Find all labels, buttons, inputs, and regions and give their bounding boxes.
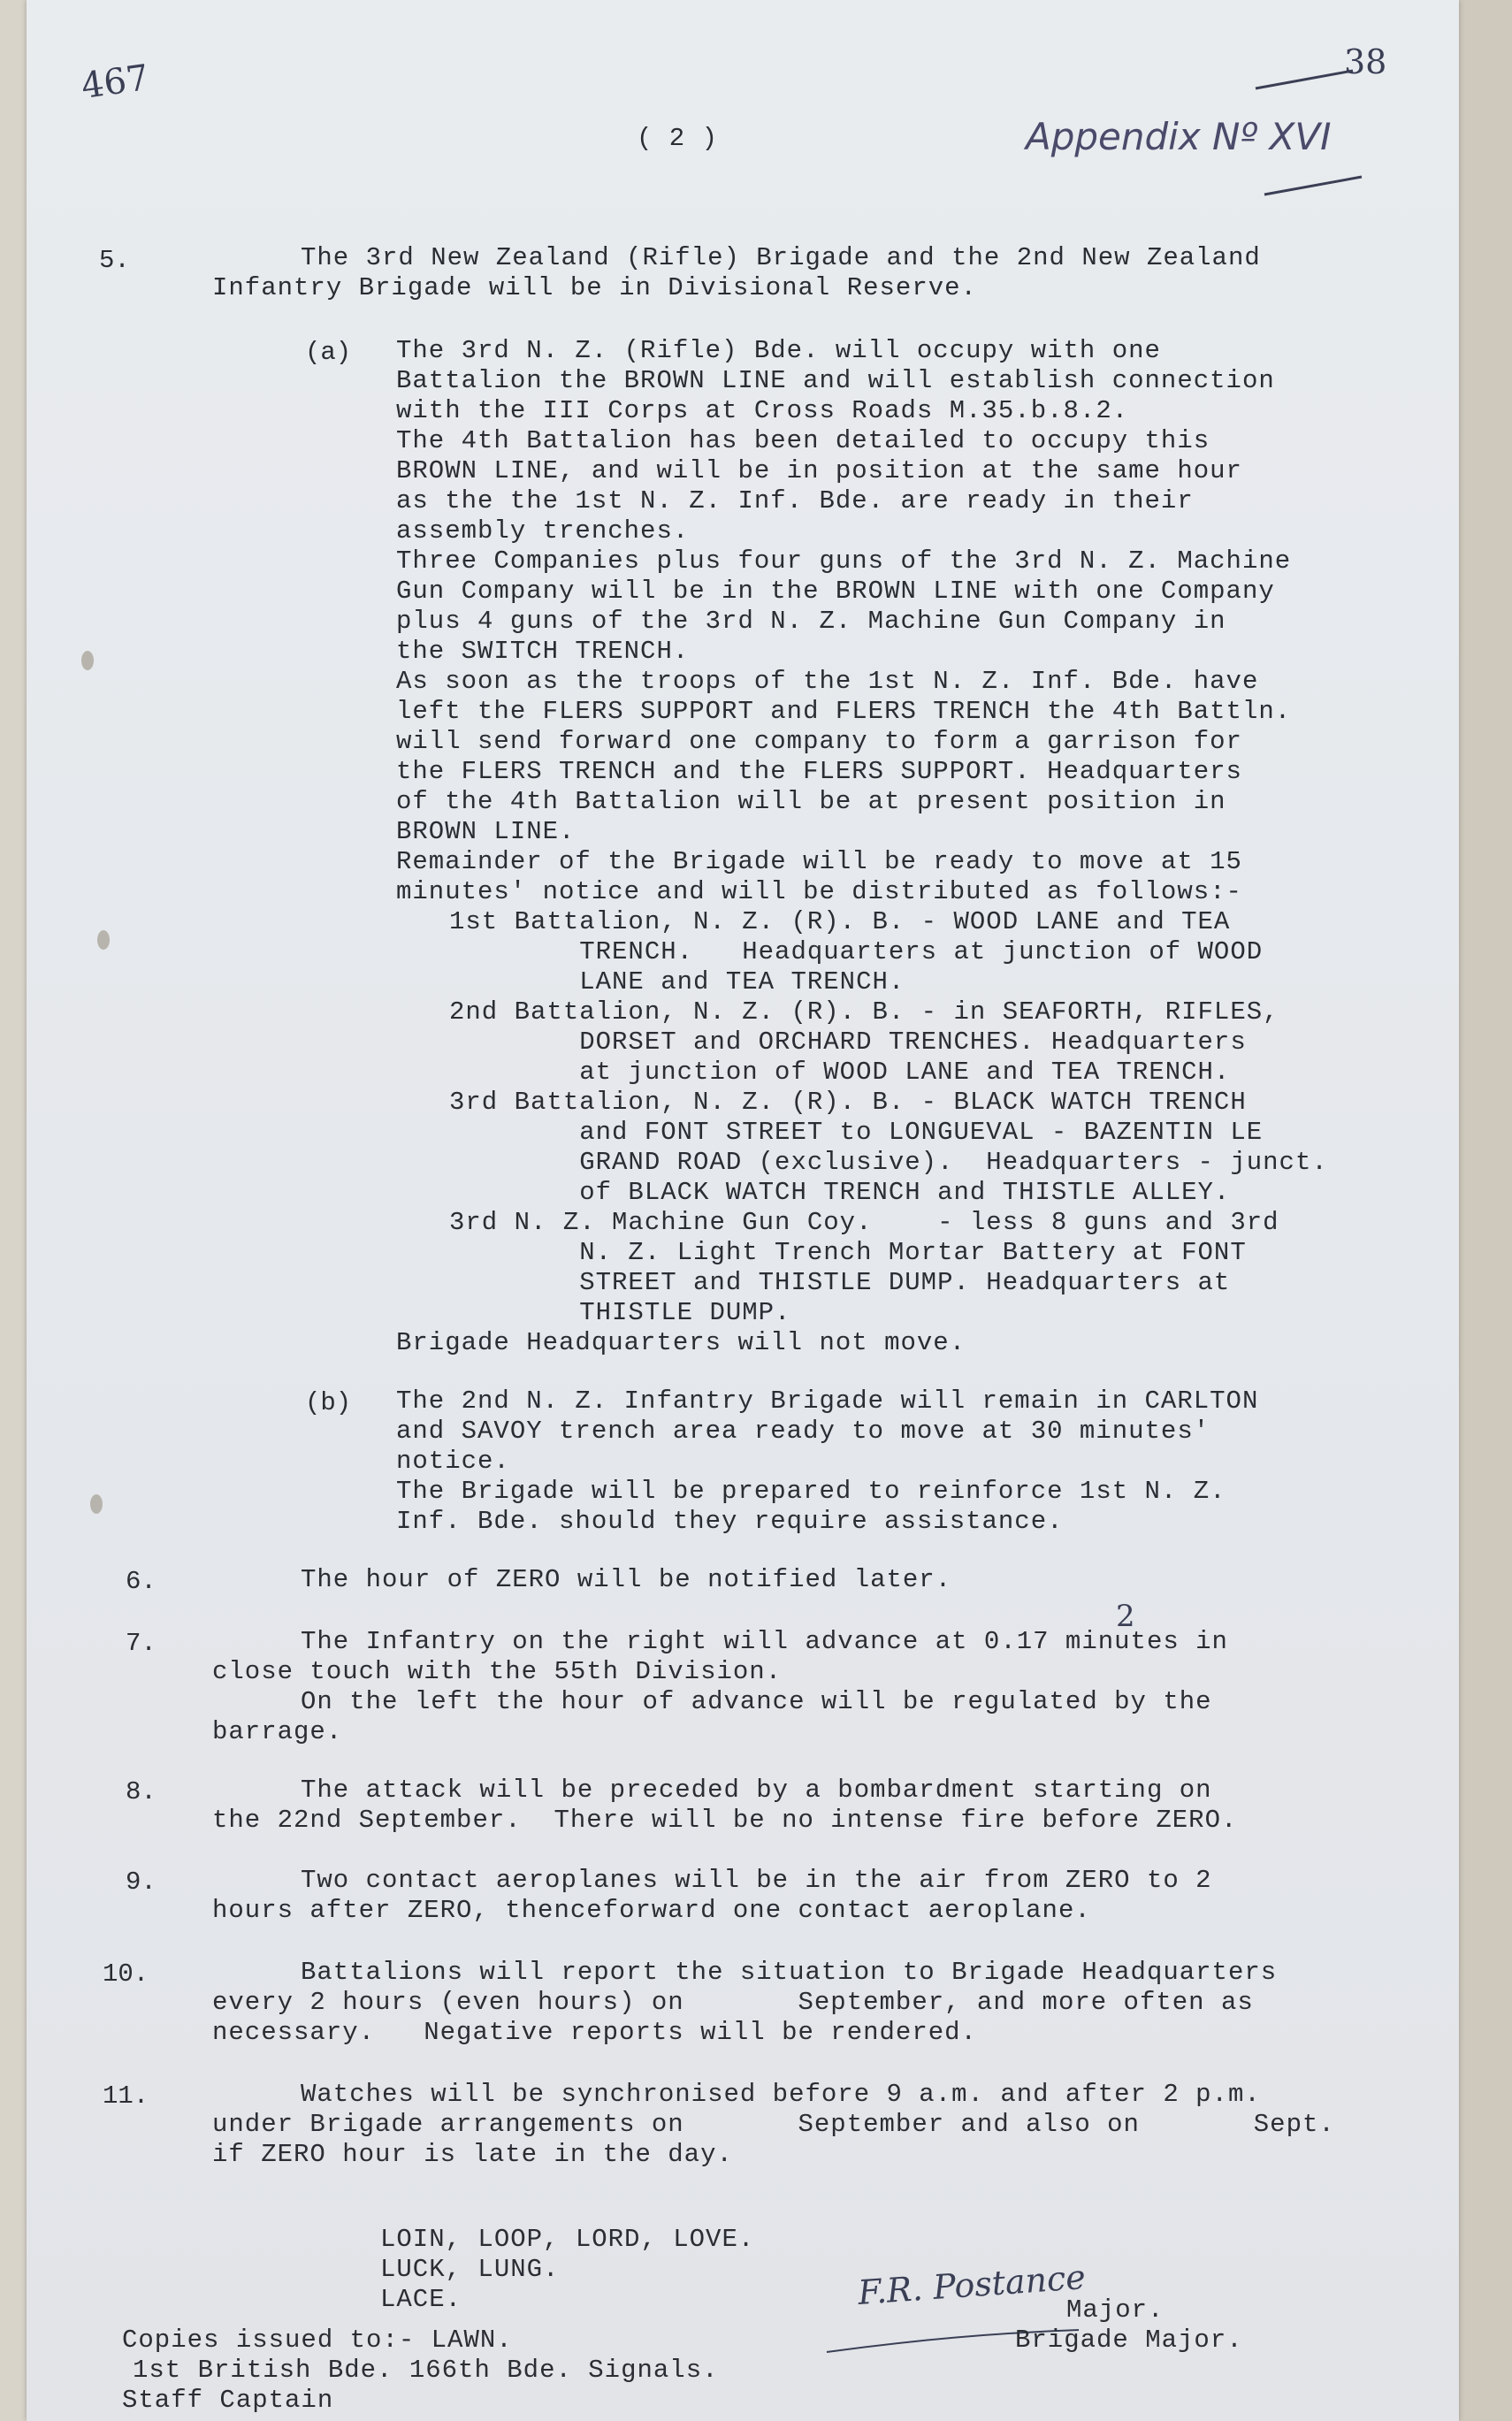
- para-line: the SWITCH TRENCH.: [396, 637, 690, 666]
- battalion-line: at junction of WOOD LANE and TEA TRENCH.: [449, 1058, 1231, 1087]
- battalion-line: STREET and THISTLE DUMP. Headquarters at: [449, 1268, 1231, 1297]
- para-line: under Brigade arrangements on September and also on Sept.: [212, 2110, 1335, 2139]
- para-line: will send forward one company to form a garrison for: [396, 727, 1242, 756]
- para-line: assembly trenches.: [396, 516, 690, 546]
- code-names: LUCK, LUNG.: [380, 2255, 560, 2284]
- punch-hole: [90, 1494, 103, 1514]
- battalion-line: 1st Battalion, N. Z. (R). B. - WOOD LANE and TEA: [449, 907, 1231, 936]
- appendix-stamp: Appendix Nº XVI: [1026, 115, 1332, 158]
- para-line: BROWN LINE, and will be in position at the same hour: [396, 456, 1242, 485]
- sub-para-label: (a): [305, 338, 352, 367]
- signature-rank: Major.: [1066, 2295, 1165, 2325]
- para-line: Two contact aeroplanes will be in the air from ZERO to 2: [301, 1866, 1212, 1895]
- para-number: 11.: [103, 2081, 149, 2111]
- sub-para-label: (b): [305, 1388, 352, 1417]
- para-line: On the left the hour of advance will be regulated by the: [301, 1687, 1212, 1716]
- battalion-line: 2nd Battalion, N. Z. (R). B. - in SEAFORTH, RIFLES,: [449, 997, 1279, 1027]
- para-line: Remainder of the Brigade will be ready to move at 15: [396, 847, 1242, 876]
- para-number: 5.: [99, 246, 130, 275]
- para-number: 8.: [126, 1777, 157, 1806]
- para-line: the 22nd September. There will be no intense fire before ZERO.: [212, 1806, 1238, 1835]
- para-line: and SAVOY trench area ready to move at 30 minutes': [396, 1417, 1210, 1446]
- para-line: Battalions will report the situation to Brigade Headquarters: [301, 1958, 1278, 1987]
- para-line: Inf. Bde. should they require assistance.: [396, 1507, 1064, 1536]
- battalion-line: N. Z. Light Trench Mortar Battery at FONT: [449, 1238, 1247, 1267]
- para-line: barrage.: [212, 1717, 343, 1746]
- para-line: BROWN LINE.: [396, 817, 576, 846]
- punch-hole: [81, 651, 94, 670]
- para-line: The Infantry on the right will advance at 0.17 minutes in: [301, 1627, 1228, 1656]
- battalion-line: DORSET and ORCHARD TRENCHES. Headquarters: [449, 1027, 1247, 1057]
- code-names: LOIN, LOOP, LORD, LOVE.: [380, 2225, 755, 2254]
- battalion-line: of BLACK WATCH TRENCH and THISTLE ALLEY.: [449, 1178, 1231, 1207]
- para-line: Brigade Headquarters will not move.: [396, 1328, 966, 1357]
- copies-issued: Copies issued to:- LAWN.: [122, 2326, 513, 2355]
- para-line: left the FLERS SUPPORT and FLERS TRENCH the 4th Battln.: [396, 697, 1292, 726]
- folio-number: 467: [79, 57, 152, 108]
- para-line: plus 4 guns of the 3rd N. Z. Machine Gun Company in: [396, 607, 1226, 636]
- battalion-line: 3rd Battalion, N. Z. (R). B. - BLACK WATCH TRENCH: [449, 1088, 1247, 1117]
- code-names: LACE.: [380, 2285, 462, 2314]
- battalion-line: TRENCH. Headquarters at junction of WOOD: [449, 937, 1264, 966]
- battalion-line: 3rd N. Z. Machine Gun Coy. - less 8 guns and 3rd: [449, 1208, 1279, 1237]
- para-number: 7.: [126, 1629, 157, 1658]
- para-line: every 2 hours (even hours) on September, and more often as: [212, 1988, 1254, 2017]
- punch-hole: [97, 930, 110, 950]
- battalion-line: THISTLE DUMP.: [449, 1298, 791, 1327]
- para-number: 6.: [126, 1567, 157, 1596]
- para-line: notice.: [396, 1447, 510, 1476]
- para-line: Watches will be synchronised before 9 a.m. and after 2 p.m.: [301, 2080, 1261, 2109]
- para-line: as the the 1st N. Z. Inf. Bde. are ready in their: [396, 486, 1194, 516]
- para-line: Three Companies plus four guns of the 3rd N. Z. Machine: [396, 546, 1292, 576]
- battalion-line: LANE and TEA TRENCH.: [449, 967, 905, 997]
- para-line: minutes' notice and will be distributed as follows:-: [396, 877, 1242, 906]
- para-line: close touch with the 55th Division.: [212, 1657, 783, 1686]
- para-line: with the III Corps at Cross Roads M.35.b.8.2.: [396, 396, 1129, 425]
- para-line: As soon as the troops of the 1st N. Z. Inf. Bde. have: [396, 667, 1259, 696]
- document-page: [27, 0, 1459, 2421]
- para-line: The 3rd New Zealand (Rifle) Brigade and the 2nd New Zealand: [301, 243, 1261, 272]
- handwritten-correction: 2: [1116, 1599, 1135, 1634]
- para-number: 10.: [103, 1959, 149, 1989]
- para-line: Battalion the BROWN LINE and will establish connection: [396, 366, 1275, 395]
- para-line: The 4th Battalion has been detailed to occupy this: [396, 426, 1210, 455]
- para-line: of the 4th Battalion will be at present position in: [396, 787, 1226, 816]
- copies-list: 1st British Bde. 166th Bde. Signals.: [133, 2356, 719, 2385]
- signature: F.R. Postance: [856, 2257, 1088, 2312]
- page-label: ( 2 ): [637, 124, 719, 153]
- battalion-line: GRAND ROAD (exclusive). Headquarters - junct.: [449, 1148, 1328, 1177]
- para-line: hours after ZERO, thenceforward one contact aeroplane.: [212, 1896, 1091, 1925]
- para-line: The 3rd N. Z. (Rifle) Bde. will occupy with one: [396, 336, 1161, 365]
- para-line: The 2nd N. Z. Infantry Brigade will remain in CARLTON: [396, 1386, 1259, 1416]
- signature-title: Brigade Major.: [1015, 2326, 1243, 2355]
- para-line: The attack will be preceded by a bombardment starting on: [301, 1776, 1212, 1805]
- para-line: Infantry Brigade will be in Divisional Reserve.: [212, 273, 977, 302]
- page-number: 38: [1344, 42, 1387, 81]
- battalion-line: and FONT STREET to LONGUEVAL - BAZENTIN LE: [449, 1118, 1264, 1147]
- para-line: The hour of ZERO will be notified later.: [301, 1565, 952, 1594]
- para-number: 9.: [126, 1867, 157, 1897]
- copies-list: Staff Captain: [122, 2386, 334, 2415]
- para-line: The Brigade will be prepared to reinforce 1st N. Z.: [396, 1477, 1226, 1506]
- para-line: Gun Company will be in the BROWN LINE with one Company: [396, 577, 1275, 606]
- para-line: necessary. Negative reports will be rendered.: [212, 2018, 977, 2047]
- para-line: the FLERS TRENCH and the FLERS SUPPORT. Headquarters: [396, 757, 1242, 786]
- para-line: if ZERO hour is late in the day.: [212, 2140, 733, 2169]
- appendix-underline: [1247, 53, 1371, 203]
- background-edge: [1459, 0, 1512, 2421]
